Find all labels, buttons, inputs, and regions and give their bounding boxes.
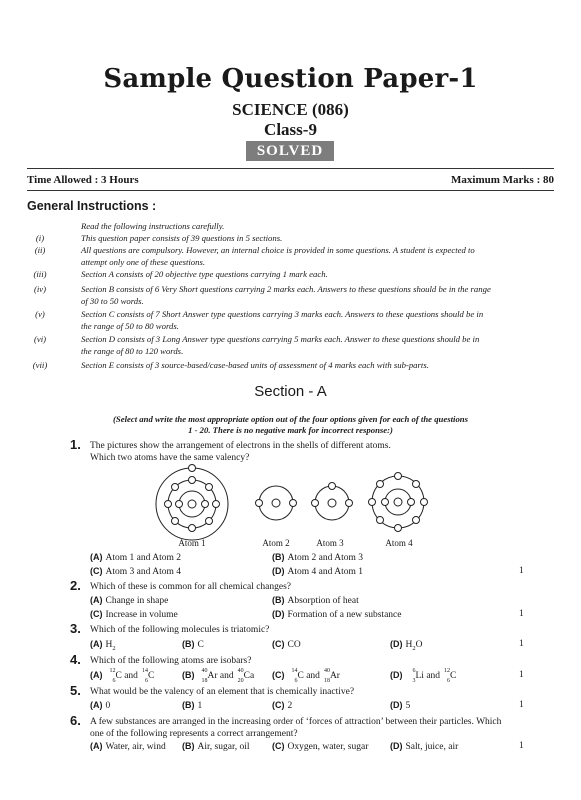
option-text: Atom 2 and Atom 3	[287, 553, 363, 563]
instruction-item	[27, 360, 554, 372]
option-a[interactable]	[90, 700, 110, 711]
option-a[interactable]	[90, 552, 181, 563]
conjunction: and	[124, 671, 138, 681]
instruction-number: (ii)	[34, 245, 46, 255]
option-a[interactable]	[90, 639, 116, 652]
instructions-intro: Read the following instructions carefully.	[81, 221, 225, 231]
option-key: (B)	[182, 639, 195, 649]
question-text	[90, 716, 530, 740]
question-number: 4.	[70, 652, 81, 667]
conjunction: and	[426, 671, 441, 681]
option-key: (A)	[90, 700, 103, 710]
question-line: The pictures show the arrangement of electrons in the shells of different atoms.	[90, 441, 391, 451]
option-c[interactable]	[272, 639, 301, 650]
option-b[interactable]	[182, 639, 204, 650]
instruction-item	[27, 309, 554, 333]
option-b[interactable]	[182, 700, 202, 711]
option-text: C	[197, 640, 204, 650]
atom-2-diagram	[257, 484, 295, 522]
option-a[interactable]	[90, 595, 168, 606]
option-text: 2	[287, 701, 293, 711]
mass-number: 14	[291, 667, 298, 674]
question-number: 5.	[70, 683, 81, 698]
element-symbol: C	[297, 671, 304, 681]
atom-label: Atom 2	[262, 538, 290, 548]
paper-title: Sample Question Paper-1	[103, 64, 478, 94]
conjunction: and	[306, 671, 320, 681]
option-key: (D)	[272, 566, 285, 576]
mass-number: 12	[109, 667, 116, 674]
general-instructions-heading: General Instructions :	[27, 199, 157, 213]
option-b[interactable]	[272, 595, 359, 606]
atom-1-diagram	[154, 466, 230, 542]
option-a[interactable]	[90, 667, 155, 684]
header-rule-top	[27, 168, 554, 169]
option-key: (D)	[390, 741, 403, 751]
atomic-number: 6	[112, 677, 116, 684]
class-label: Class-9	[264, 120, 317, 139]
option-c[interactable]	[272, 741, 368, 752]
section-title: Section - A	[254, 383, 327, 400]
atom-label: Atom 4	[385, 538, 413, 548]
option-text: Formation of a new substance	[287, 610, 402, 620]
question-line: one of the following represents a correct arrangement?	[90, 729, 298, 739]
instruction-text: Section E consists of 3 source-based/case-based units of assessment of 4 marks each with sub-parts.	[81, 360, 429, 370]
isotope-notation	[106, 667, 116, 684]
element-symbol: Li	[415, 671, 424, 681]
option-text: 5	[405, 701, 411, 711]
option-key: (C)	[90, 566, 103, 576]
isotope-notation	[234, 667, 244, 684]
question-line: A few substances are arranged in the increasing order of ‘forces of attraction’ between their particles. Which	[90, 717, 502, 727]
option-text: 0	[105, 701, 111, 711]
instruction-item	[27, 269, 554, 281]
section-note-line: 1 - 20. There is no negative mark for incorrect response:)	[188, 425, 393, 435]
instruction-item	[27, 334, 554, 358]
option-c[interactable]	[272, 700, 292, 711]
element-symbol: C	[450, 671, 457, 681]
option-c[interactable]	[90, 609, 178, 620]
subject-code: SCIENCE (086)	[232, 100, 349, 119]
option-key: (D)	[390, 639, 403, 649]
option-text: 1	[197, 701, 203, 711]
isotope-notation	[320, 667, 330, 684]
option-key: (B)	[182, 700, 195, 710]
instruction-text: attempt only one of these questions.	[81, 256, 206, 267]
option-key: (A)	[90, 639, 103, 649]
option-key: (D)	[272, 609, 285, 619]
atomic-number: 3	[412, 677, 416, 684]
option-key: (A)	[90, 552, 103, 562]
option-d[interactable]	[390, 700, 410, 711]
instruction-number: (vi)	[33, 334, 47, 344]
isotope-notation	[440, 667, 451, 684]
subscript: 2	[112, 644, 116, 652]
option-text: Absorption of heat	[287, 596, 359, 606]
atomic-number: 20	[237, 677, 244, 684]
option-text: Change in shape	[105, 596, 169, 606]
time-allowed: Time Allowed : 3 Hours	[27, 174, 139, 186]
question-text: Which of these is common for all chemical changes?	[90, 582, 292, 592]
section-note-line: (Select and write the most appropriate option out of the four options given for each of the questions	[113, 414, 468, 424]
question-text: Which of the following atoms are isobars?	[90, 656, 252, 666]
question-marks: 1	[519, 741, 524, 751]
question-number: 3.	[70, 621, 81, 636]
header-rule-bottom	[27, 190, 554, 191]
option-key: (C)	[272, 639, 285, 649]
option-d[interactable]	[390, 667, 457, 684]
option-key: (C)	[272, 741, 285, 751]
option-text: H	[105, 640, 113, 650]
option-text-suffix: O	[415, 640, 423, 650]
instruction-item	[27, 284, 554, 308]
option-key: (C)	[90, 609, 103, 619]
instruction-text: of 30 to 50 words.	[81, 295, 144, 306]
option-text: H	[405, 640, 413, 650]
question-number: 6.	[70, 713, 81, 728]
option-text: CO	[287, 640, 301, 650]
instruction-text: Section B consists of 6 Very Short questions carrying 2 marks each. Answers to these questions should be in the range	[81, 284, 491, 294]
instruction-item	[27, 245, 554, 269]
question-marks: 1	[519, 639, 524, 649]
question-text: Which of the following molecules is triatomic?	[90, 625, 270, 635]
option-text: Increase in volume	[105, 610, 178, 620]
atomic-number: 6	[294, 677, 298, 684]
instruction-number: (iii)	[33, 269, 47, 279]
option-key: (A)	[90, 595, 103, 605]
option-d[interactable]	[272, 566, 363, 577]
atom-4-diagram	[370, 474, 426, 530]
maximum-marks: Maximum Marks : 80	[451, 174, 554, 186]
question-number: 2.	[70, 578, 81, 593]
option-c[interactable]	[90, 566, 181, 577]
instruction-text: the range of 80 to 120 words.	[81, 345, 184, 356]
solved-badge: SOLVED	[246, 141, 334, 161]
element-symbol: C	[147, 671, 155, 681]
option-key: (B)	[272, 595, 285, 605]
section-note	[60, 414, 521, 436]
option-key: (C)	[272, 700, 285, 710]
option-text: Atom 4 and Atom 1	[287, 567, 363, 577]
option-text: Atom 3 and Atom 4	[105, 567, 181, 577]
option-text: Atom 1 and Atom 2	[105, 553, 181, 563]
question-marks: 1	[519, 700, 524, 710]
mass-number: 40	[237, 667, 244, 674]
instruction-text: Section A consists of 20 objective type questions carrying 1 mark each.	[81, 269, 328, 279]
option-key: (A)	[90, 670, 103, 680]
instruction-number: (v)	[35, 309, 45, 319]
element-symbol: C	[115, 671, 122, 681]
element-symbol: Ar	[207, 671, 218, 681]
atom-3-diagram	[313, 484, 351, 522]
option-text: Oxygen, water, sugar	[287, 742, 369, 752]
atom-label: Atom 1	[178, 538, 206, 548]
option-key: (C)	[272, 670, 285, 680]
option-c[interactable]	[272, 667, 340, 684]
isotope-notation	[138, 667, 148, 684]
atomic-number: 18	[201, 677, 208, 684]
option-d[interactable]	[390, 741, 458, 752]
mass-number: 14	[141, 667, 148, 674]
option-text: Salt, juice, air	[405, 742, 459, 752]
element-symbol: Ca	[243, 671, 255, 681]
subscript: 2	[412, 644, 416, 652]
instruction-number: (iv)	[33, 284, 47, 294]
option-b[interactable]	[182, 667, 255, 684]
option-d[interactable]	[390, 639, 423, 652]
atomic-number: 6	[144, 677, 148, 684]
instruction-number: (vii)	[32, 360, 48, 370]
instruction-text: the range of 50 to 80 words.	[81, 320, 179, 331]
option-a[interactable]	[90, 741, 166, 752]
isotope-notation	[288, 667, 298, 684]
instruction-number: (i)	[35, 233, 45, 243]
question-marks: 1	[519, 609, 524, 619]
option-d[interactable]	[272, 609, 401, 620]
element-symbol: Ar	[329, 671, 340, 681]
mass-number: 6	[412, 667, 416, 674]
option-b[interactable]	[182, 741, 250, 752]
question-marks: 1	[519, 670, 524, 680]
option-key: (D)	[390, 700, 403, 710]
option-key: (B)	[272, 552, 285, 562]
option-key: (B)	[182, 670, 195, 680]
question-text	[90, 440, 530, 464]
instruction-text: Section D consists of 3 Long Answer type questions carrying 5 marks each. Answer to these questions should be in	[81, 334, 480, 344]
mass-number: 40	[201, 667, 208, 674]
option-key: (B)	[182, 741, 195, 751]
instruction-text: This question paper consists of 39 questions in 5 sections.	[81, 233, 283, 243]
question-line: Which two atoms have the same valency?	[90, 453, 250, 463]
isotope-notation	[406, 667, 416, 684]
question-number: 1.	[70, 437, 81, 452]
conjunction: and	[219, 671, 234, 681]
instruction-item	[27, 233, 554, 245]
option-key: (D)	[390, 670, 403, 680]
isotope-notation	[198, 667, 208, 684]
instruction-text: Section C consists of 7 Short Answer type questions carrying 3 marks each. Answers to these questions should be in	[81, 309, 484, 319]
atom-label: Atom 3	[316, 538, 344, 548]
question-text: What would be the valency of an element that is chemically inactive?	[90, 687, 355, 697]
option-text: Water, air, wind	[105, 742, 166, 752]
atomic-number: 6	[447, 677, 451, 684]
option-key: (A)	[90, 741, 103, 751]
mass-number: 12	[444, 667, 451, 674]
atomic-number: 18	[323, 677, 330, 684]
option-text: Air, sugar, oil	[197, 742, 250, 752]
option-b[interactable]	[272, 552, 363, 563]
mass-number: 40	[323, 667, 330, 674]
instruction-text: All questions are compulsory. However, an internal choice is provided in some questions. A student is expected to	[81, 245, 475, 255]
question-marks: 1	[519, 566, 524, 576]
